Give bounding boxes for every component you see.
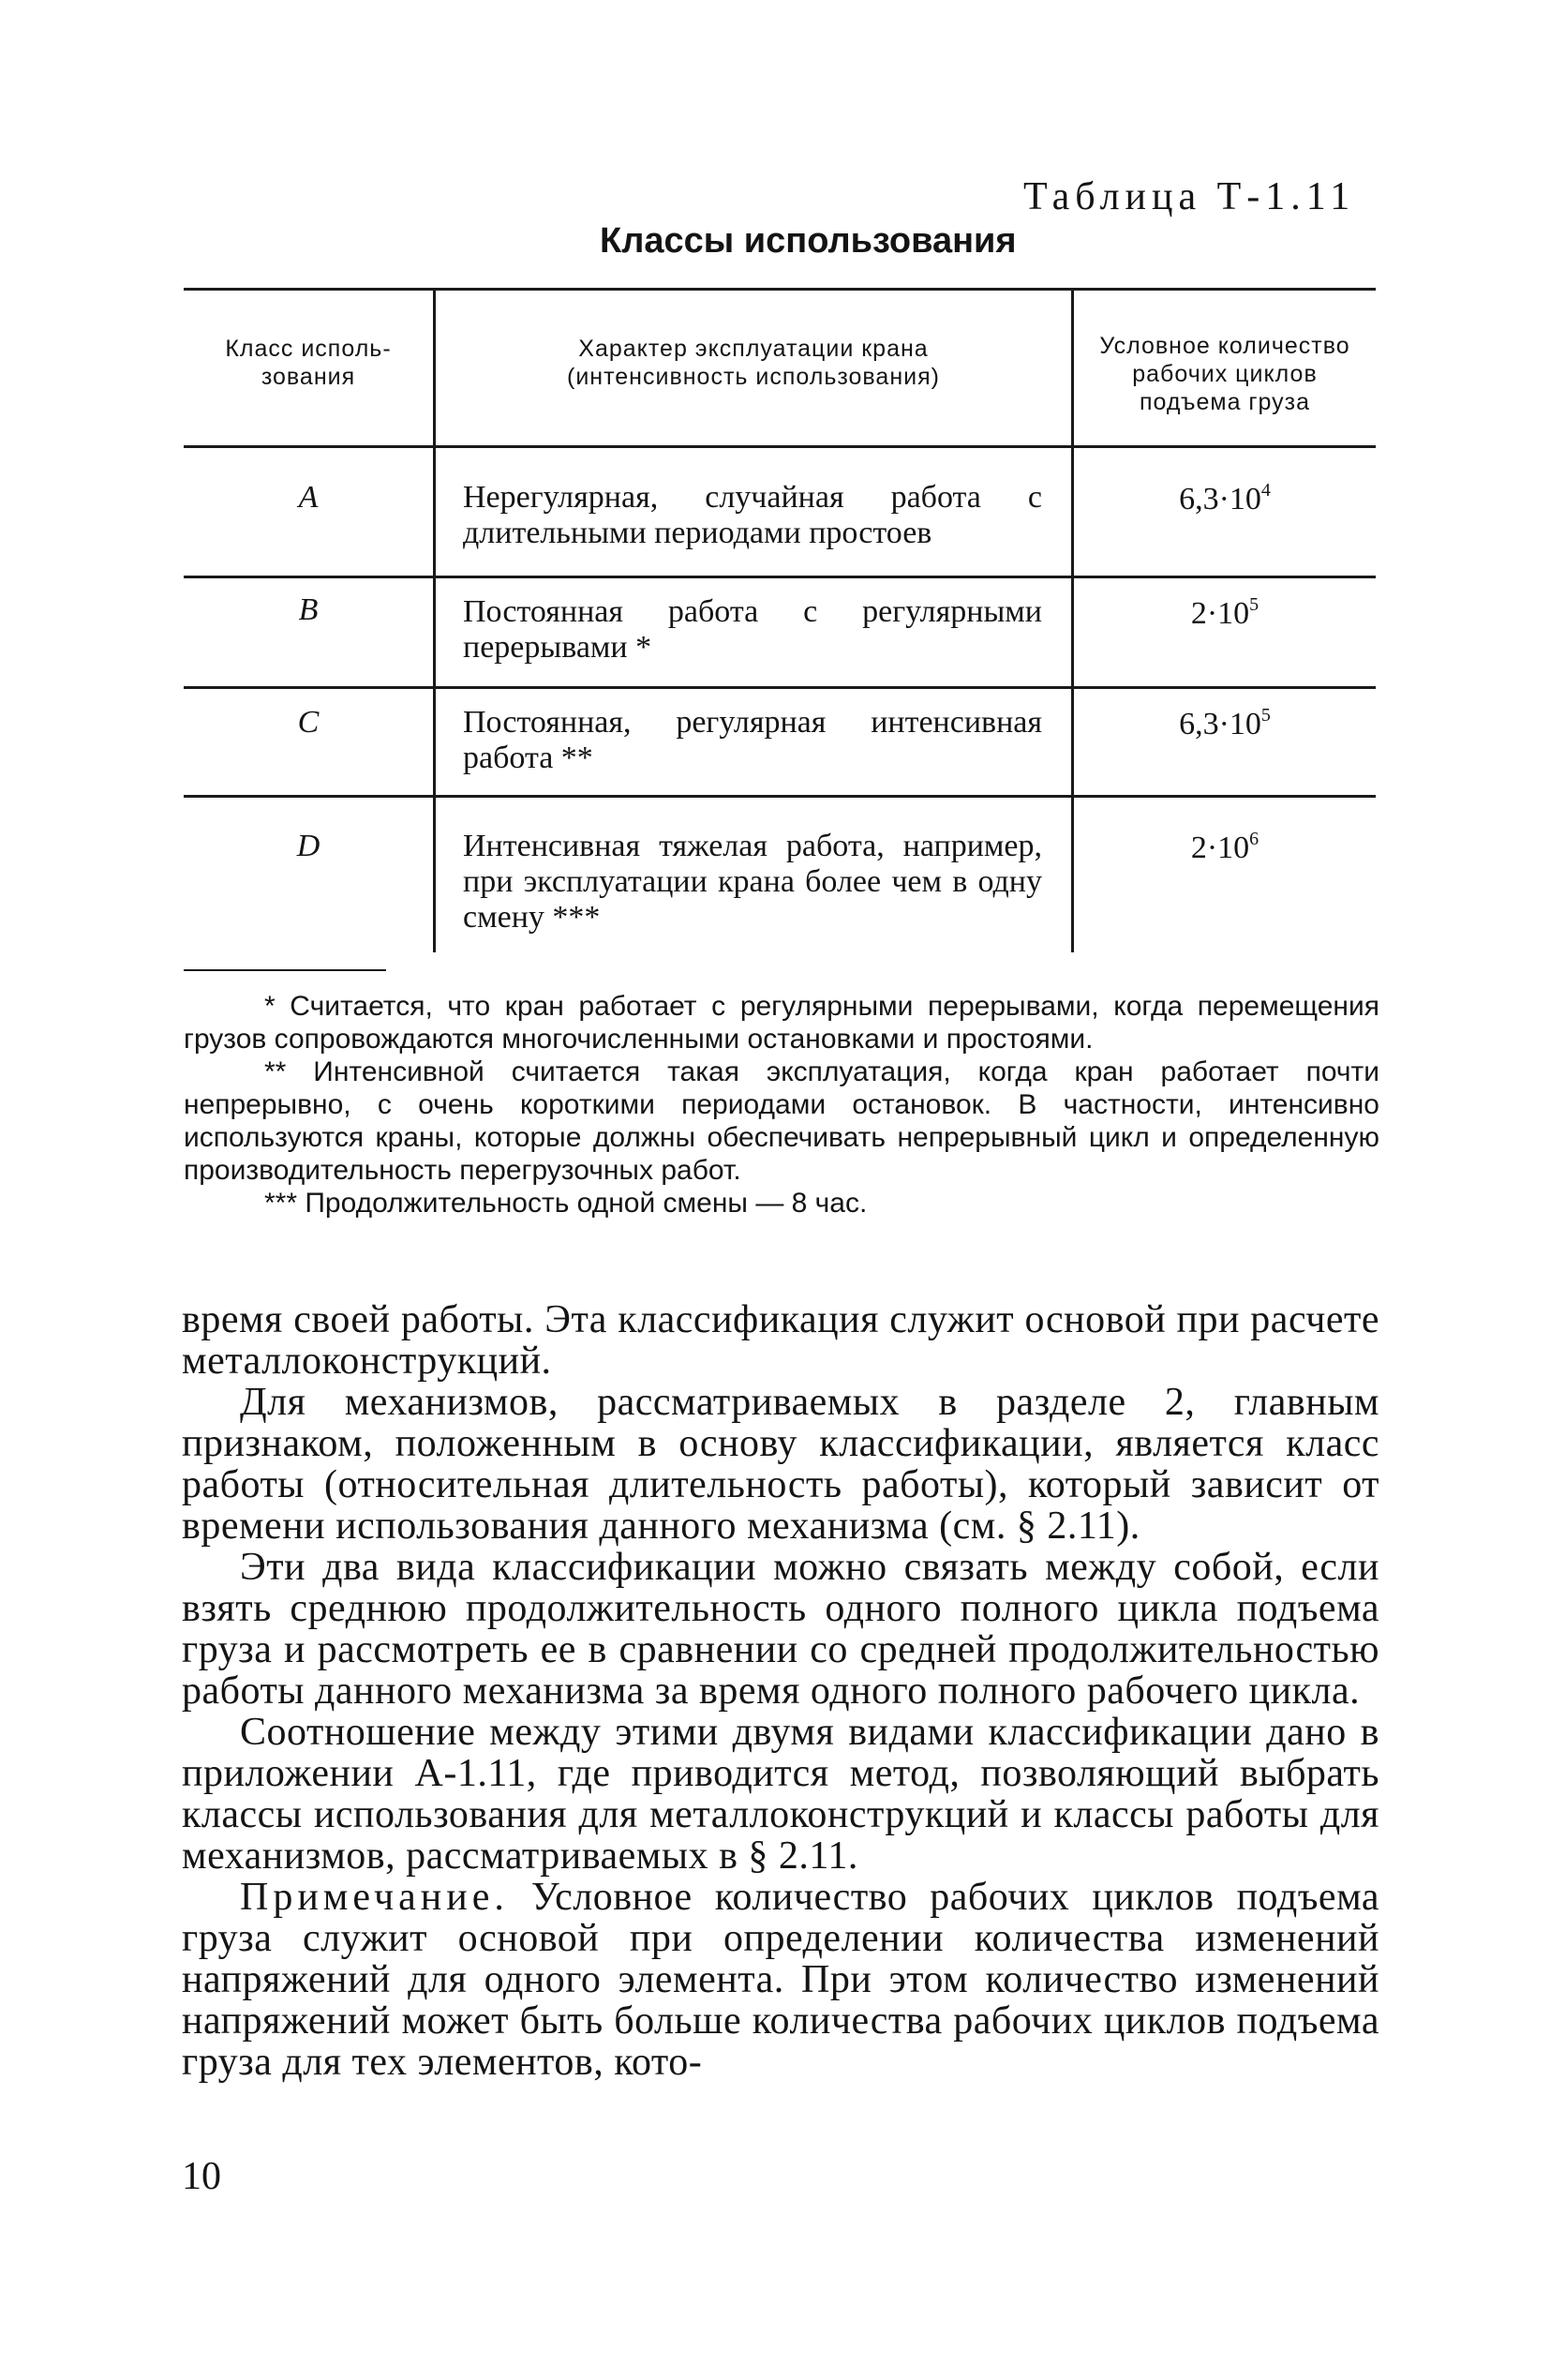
header-cycles: Условное количество рабочих циклов подъема груза xyxy=(1099,333,1350,415)
row-description: Интенсивная тяжелая работа, например, при эксплуатации крана более чем в одну смену *** xyxy=(463,829,1042,935)
paragraph: Эти два вида классификации можно связать между собой, если взять среднюю продолжительность одного полного цикла подъема груза и рассмотреть ее в сравнении со средней продолжительностью работы данного механизма за время одного полного рабочего цикла. xyxy=(182,1546,1379,1713)
row-class: A xyxy=(298,480,319,515)
table-row-rule xyxy=(184,795,1376,798)
footnote: * Считается, что кран работает с регулярными перерывами, когда перемещения грузов сопровождаются многочисленными остановками и простоями. xyxy=(184,991,1379,1055)
header-class: Класс исполь- зования xyxy=(225,336,392,390)
row-class: D xyxy=(296,829,320,863)
row-description: Постоянная работа с регулярными перерывами * xyxy=(463,594,1042,665)
row-description: Постоянная, регулярная интенсивная работа ** xyxy=(463,705,1042,775)
header-character: Характер эксплуатации крана (интенсивность использования) xyxy=(567,336,940,390)
footnote: ** Интенсивной считается такая эксплуатация, когда кран работает почти непрерывно, с очень короткими периодами остановок. В частности, интенсивно используются краны, которые должны обеспечивать непрерывный цикл и определенную производительность перегрузочных работ. xyxy=(184,1056,1379,1186)
row-class: B xyxy=(298,592,319,627)
table-row-rule xyxy=(184,686,1376,689)
paragraph: Соотношение между этими двумя видами классификации дано в приложении А-1.11, где приводится метод, позволяющий выбрать классы использования для металлоконструкций и классы работы для механизмов, рассматриваемых в § 2.11. xyxy=(182,1711,1379,1878)
table-label: Таблица Т-1.11 xyxy=(1023,175,1356,218)
footnote: *** Продолжительность одной смены — 8 час. xyxy=(264,1188,868,1219)
note-label: Примечание. xyxy=(240,1876,509,1919)
table-header-rule xyxy=(184,445,1376,448)
paragraph: Для механизмов, рассматриваемых в разделе 2, главным признаком, положенным в основу классификации, является класс работы (относительная длительность работы), который зависит от времени использования данного механизма (см. § 2.11). xyxy=(182,1381,1379,1548)
footnote-rule xyxy=(184,969,386,971)
footnotes xyxy=(184,990,1379,1220)
row-value: $2\cdot 10^5$ xyxy=(1190,594,1259,631)
row-class: C xyxy=(297,705,320,740)
row-value: $6,3\cdot 10^4$ xyxy=(1179,480,1271,516)
table-row-rule xyxy=(184,576,1376,578)
page-number: 10 xyxy=(182,2155,221,2198)
note-text: Условное количество рабочих циклов подъема груза служит основой при определении количества изменений напряжений для одного элемента. При этом количество изменений напряжений может быть больше количества рабочих циклов подъема груза для тех элементов, кото- xyxy=(182,1876,1379,2084)
table-top-rule xyxy=(184,288,1376,291)
row-description: Нерегулярная, случайная работа с длительными периодами простоев xyxy=(463,480,1042,550)
paragraph: время своей работы. Эта классификация служит основой при расчете металлоконструкций. xyxy=(182,1298,1379,1383)
body-text xyxy=(182,1299,1379,2083)
row-value: $6,3\cdot 10^5$ xyxy=(1179,705,1271,741)
note-paragraph xyxy=(182,1877,1379,2083)
row-value: $2\cdot 10^6$ xyxy=(1190,829,1259,865)
table-title: Классы использования xyxy=(600,221,1017,261)
